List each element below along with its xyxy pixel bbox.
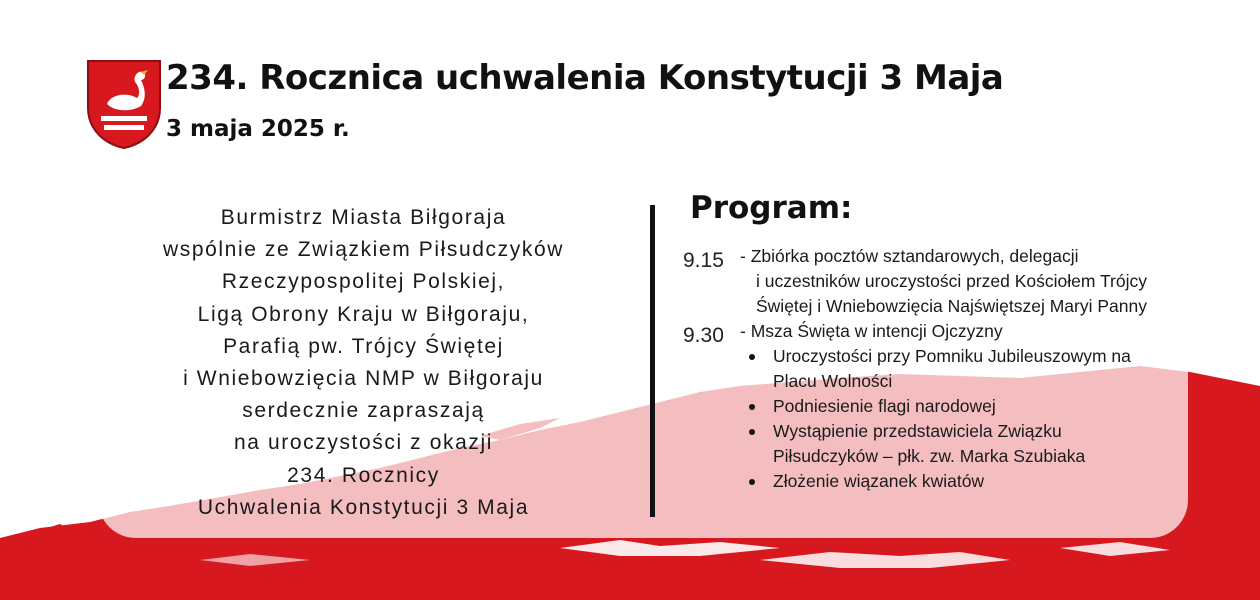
invitation-line: 234. Rocznicy [287, 463, 440, 487]
invitation-line: na uroczystości z okazji [234, 431, 493, 455]
invitation-line: Rzeczypospolitej Polskiej, [221, 270, 506, 294]
program-bullet [683, 419, 1223, 469]
bullet-text-line: Piłsudczyków – płk. zw. Marka Szubiaka [773, 446, 1086, 466]
event-date: 3 maja 2025 r. [166, 116, 350, 142]
invitation-line: serdecznie zapraszają [242, 399, 485, 423]
invitation-line: Parafią pw. Trójcy Świętej [223, 334, 504, 358]
page-title: 234. Rocznica uchwalenia Konstytucji 3 Maja [166, 58, 1004, 98]
program-text-line: i uczestników uroczystości przed Kościołem Trójcy [756, 271, 1147, 291]
program-bullet [683, 344, 1223, 394]
program-list [683, 244, 1223, 494]
program-bullet-list [683, 344, 1223, 494]
invitation-text [120, 202, 607, 524]
bullet-text-line: Placu Wolności [773, 371, 893, 391]
bullet-icon [749, 354, 755, 360]
program-text-line: Świętej i Wniebowzięcia Najświętszej Maryi Panny [756, 296, 1147, 316]
program-text-line: - Msza Święta w intencji Ojczyzny [740, 321, 1003, 341]
invitation-line: Ligą Obrony Kraju w Biłgoraju, [197, 302, 530, 326]
invitation-line: wspólnie ze Związkiem Piłsudczyków [162, 238, 564, 262]
program-text-line: - Zbiórka pocztów sztandarowych, delegacji [740, 246, 1079, 266]
bullet-icon [749, 429, 755, 435]
bullet-icon [749, 404, 755, 410]
bullet-text-line: Wystąpienie przedstawiciela Związku [773, 421, 1062, 441]
coat-of-arms-icon [85, 58, 163, 150]
program-heading: Program: [690, 190, 853, 226]
invitation-line: Burmistrz Miasta Biłgoraja [220, 206, 507, 229]
bullet-text-line: Uroczystości przy Pomniku Jubileuszowym na [773, 346, 1131, 366]
program-item [683, 319, 1223, 494]
bullet-icon [749, 479, 755, 485]
bullet-text-line: Złożenie wiązanek kwiatów [773, 471, 985, 491]
program-time: 9.15 [683, 249, 724, 272]
program-item [683, 244, 1223, 319]
program-time: 9.30 [683, 324, 724, 347]
program-bullet [683, 469, 1223, 494]
invitation-line: i Wniebowzięcia NMP w Biłgoraju [183, 367, 544, 391]
bullet-text-line: Podniesienie flagi narodowej [773, 396, 996, 416]
vertical-divider [650, 205, 655, 517]
invitation-line: Uchwalenia Konstytucji 3 Maja [197, 495, 530, 519]
program-bullet [683, 394, 1223, 419]
